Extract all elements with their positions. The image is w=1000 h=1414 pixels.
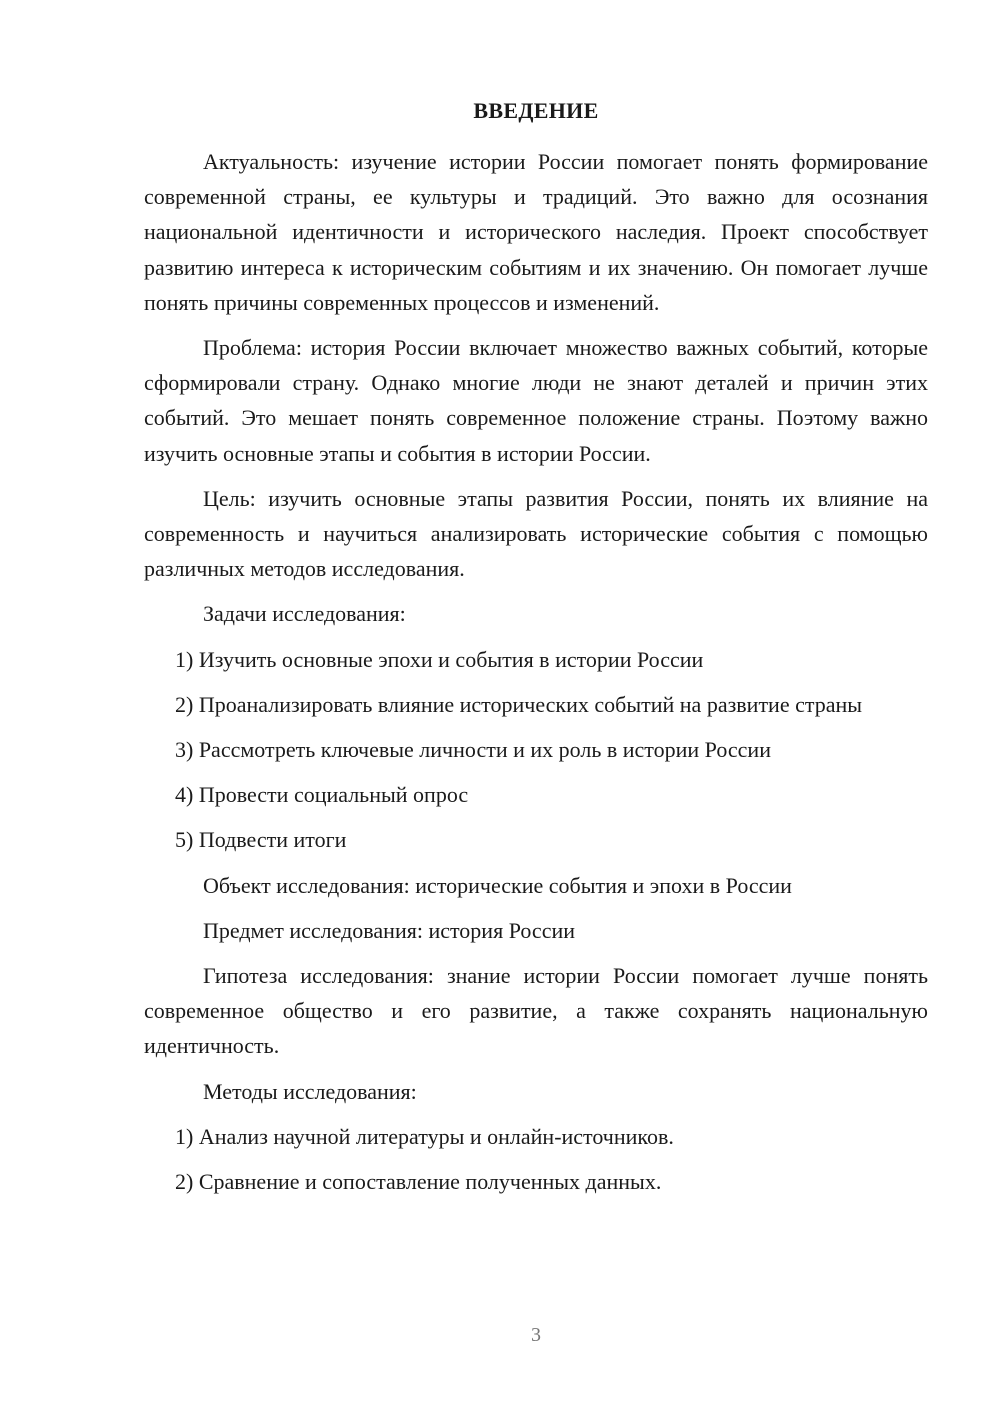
document-body (144, 144, 928, 1209)
research-object: Объект исследования: исторические события и эпохи в России (203, 872, 792, 898)
list-item: 3) Рассмотреть ключевые личности и их роль в истории России (175, 737, 771, 763)
list-item: 2) Сравнение и сопоставление полученных данных. (175, 1169, 662, 1195)
goal-paragraph: Цель: изучить основные этапы развития России, понять их влияние на современность и научиться анализировать исторические события с помощью различных методов исследования. (144, 485, 928, 582)
hypothesis-paragraph: Гипотеза исследования: знание истории России помогает лучше понять современное общество и его развитие, а также сохранять национальную идентичность. (144, 963, 928, 1059)
relevance-paragraph: Актуальность: изучение истории России помогает понять формирование современной страны, ее культуры и традиций. Это важно для осознания национальной идентичности и исторического наследия. Проект способствует развитию интереса к историческим событиям и их значению. Он помогает лучше понять причины современных процессов и изменений. (144, 149, 928, 315)
page-number: 3 (531, 1324, 541, 1346)
list-item: 2) Проанализировать влияние исторических событий на развитие страны (175, 691, 863, 717)
page-title: ВВЕДЕНИЕ (473, 98, 599, 123)
problem-paragraph: Проблема: история России включает множество важных событий, которые сформировали страну. Однако многие люди не знают деталей и причин этих событий. Это мешает понять современное положение страны. Поэтому важно изучить основные этапы и события в истории России. (144, 335, 928, 466)
list-item: 1) Анализ научной литературы и онлайн-источников. (175, 1123, 674, 1149)
methods-list (144, 1119, 928, 1199)
research-subject: Предмет исследования: история России (203, 917, 576, 943)
list-item: 5) Подвести итоги (175, 827, 347, 853)
tasks-list (144, 642, 928, 858)
tasks-heading: Задачи исследования: (203, 601, 406, 627)
methods-heading: Методы исследования: (203, 1078, 417, 1104)
list-item: 1) Изучить основные эпохи и события в истории России (175, 646, 704, 672)
list-item: 4) Провести социальный опрос (175, 782, 469, 808)
document-page (144, 0, 928, 1414)
